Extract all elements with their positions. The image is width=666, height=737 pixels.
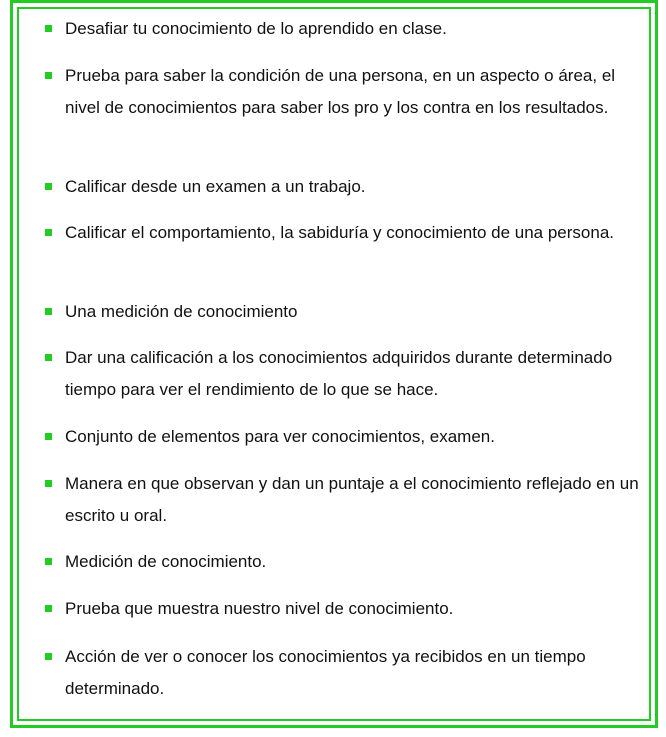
list-item xyxy=(65,60,645,124)
list-item-text: Prueba que muestra nuestro nivel de conocimiento. xyxy=(65,599,454,618)
square-bullet-icon xyxy=(45,653,52,660)
square-bullet-icon xyxy=(45,72,52,79)
list-item xyxy=(65,468,645,532)
list-item xyxy=(65,296,645,328)
square-bullet-icon xyxy=(45,558,52,565)
list-item xyxy=(65,593,645,625)
list-item xyxy=(65,641,645,705)
square-bullet-icon xyxy=(45,183,52,190)
square-bullet-icon xyxy=(45,605,52,612)
list-item xyxy=(65,171,645,203)
outer-border-frame xyxy=(10,0,658,728)
list-item xyxy=(65,217,645,249)
square-bullet-icon xyxy=(45,229,52,236)
list-item-text: Manera en que observan y dan un puntaje a el conocimiento reflejado en un escrito u oral. xyxy=(65,474,639,525)
list-item xyxy=(65,546,645,578)
square-bullet-icon xyxy=(45,433,52,440)
square-bullet-icon xyxy=(45,480,52,487)
list-item xyxy=(65,13,645,45)
list-item-text: Acción de ver o conocer los conocimientos ya recibidos en un tiempo determinado. xyxy=(65,647,586,698)
list-item-text: Prueba para saber la condición de una persona, en un aspecto o área, el nivel de conocimientos para saber los pro y los contra en los resultados. xyxy=(65,66,616,117)
list-item-text: Desafiar tu conocimiento de lo aprendido en clase. xyxy=(65,19,447,38)
list-item-text: Medición de conocimiento. xyxy=(65,552,267,571)
square-bullet-icon xyxy=(45,25,52,32)
list-item xyxy=(65,342,645,406)
list-item-text: Calificar el comportamiento, la sabiduría y conocimiento de una persona. xyxy=(65,223,615,242)
list-item-text: Calificar desde un examen a un trabajo. xyxy=(65,177,366,196)
list-item xyxy=(65,421,645,453)
square-bullet-icon xyxy=(45,308,52,315)
list-item-text: Dar una calificación a los conocimientos adquiridos durante determinado tiempo para ver el rendimiento de lo que se hace. xyxy=(65,348,613,399)
list-item-text: Conjunto de elementos para ver conocimientos, examen. xyxy=(65,427,495,446)
square-bullet-icon xyxy=(45,354,52,361)
list-item-text: Una medición de conocimiento xyxy=(65,302,298,321)
